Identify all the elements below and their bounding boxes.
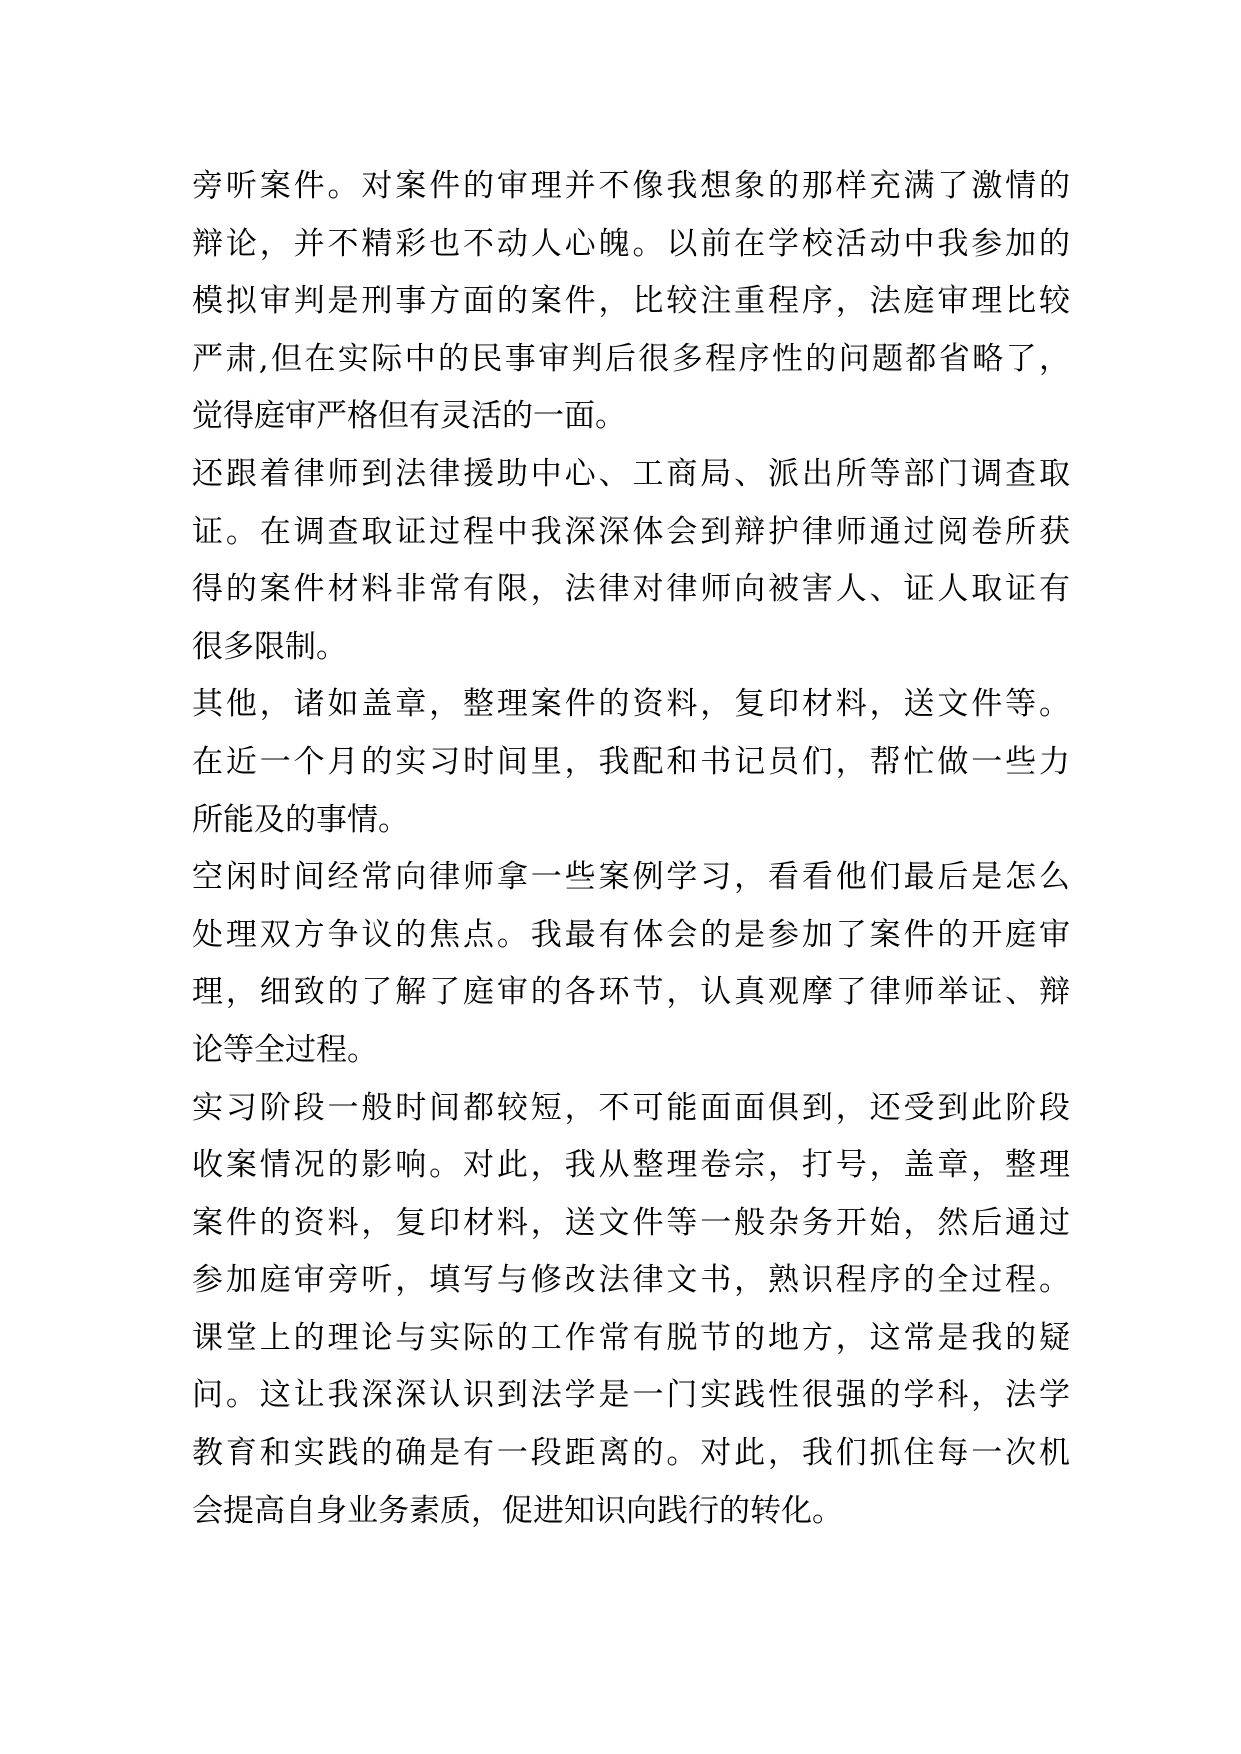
text-line: 旁听案件。对案件的审理并不像我想象的那样充满了激情的 (192, 168, 1070, 204)
text-line: 得的案件材料非常有限，法律对律师向被害人、证人取证有 (192, 571, 1070, 608)
text-line: 模拟审判是刑事方面的案件，比较注重程序，法庭审理比较 (192, 283, 1070, 320)
text-line: 处理双方争议的焦点。我最有体会的是参加了案件的开庭审 (192, 916, 1070, 953)
text-line: 理，细致的了解了庭审的各环节，认真观摩了律师举证、辩 (192, 974, 1070, 1011)
text-line: 问。这让我深深认识到法学是一门实践性很强的学科，法学 (192, 1377, 1070, 1414)
text-line: 案件的资料，复印材料，送文件等一般杂务开始，然后通过 (192, 1204, 1070, 1241)
text-line: 辩论，并不精彩也不动人心魄。以前在学校活动中我参加的 (192, 225, 1070, 262)
text-line: 很多限制。 (192, 628, 347, 665)
text-line: 觉得庭审严格但有灵活的一面。 (192, 398, 626, 435)
document-body (192, 158, 1070, 1540)
text-line: 会提高自身业务素质，促进知识向践行的转化。 (192, 1492, 843, 1529)
text-line: 严肃,但在实际中的民事审判后很多程序性的问题都省略了， (192, 340, 1070, 377)
text-line: 其他，诸如盖章，整理案件的资料，复印材料，送文件等。 (192, 686, 1070, 723)
text-line: 所能及的事情。 (192, 801, 409, 838)
text-line: 空闲时间经常向律师拿一些案例学习，看看他们最后是怎么 (192, 859, 1070, 896)
text-line: 实习阶段一般时间都较短，不可能面面俱到，还受到此阶段 (192, 1089, 1070, 1126)
text-line: 课堂上的理论与实际的工作常有脱节的地方，这常是我的疑 (192, 1319, 1070, 1356)
text-line: 还跟着律师到法律援助中心、工商局、派出所等部门调查取 (192, 455, 1070, 492)
text-line: 论等全过程。 (192, 1031, 378, 1068)
text-line: 在近一个月的实习时间里，我配和书记员们，帮忙做一些力 (192, 743, 1070, 780)
text-line: 证。在调查取证过程中我深深体会到辩护律师通过阅卷所获 (192, 513, 1070, 550)
text-line: 教育和实践的确是有一段距离的。对此，我们抓住每一次机 (192, 1435, 1070, 1472)
text-line: 收案情况的影响。对此，我从整理卷宗，打号，盖章，整理 (192, 1147, 1070, 1184)
text-line: 参加庭审旁听，填写与修改法律文书，熟识程序的全过程。 (192, 1262, 1070, 1299)
